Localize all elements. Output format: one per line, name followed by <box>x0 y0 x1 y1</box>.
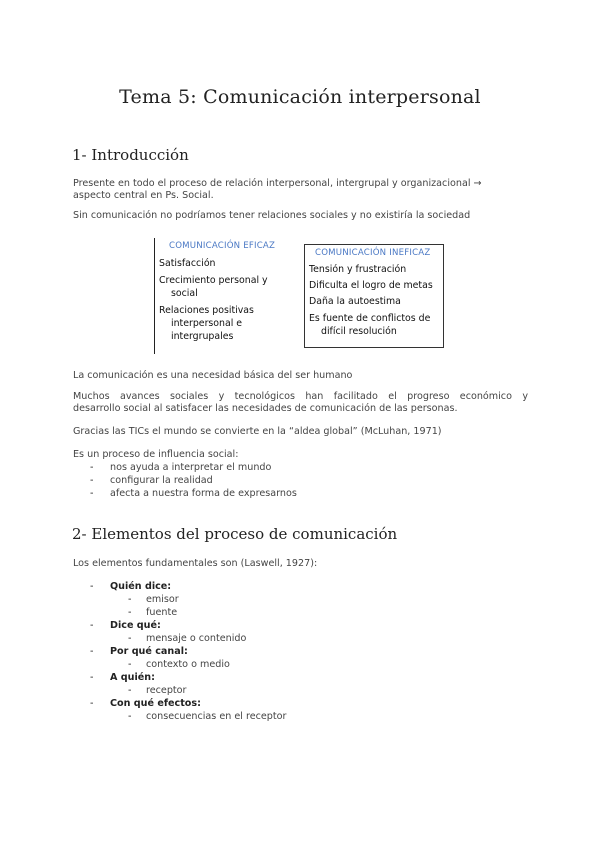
bullet-dash: - <box>90 672 94 683</box>
sub-bullet-dash: - <box>128 711 132 722</box>
ineficaz-item: Dificulta el logro de metas <box>309 280 433 291</box>
bullet-dash: - <box>90 646 94 657</box>
section-heading-introduccion: 1- Introducción <box>72 146 189 164</box>
eficaz-item: interpersonal e <box>171 318 243 329</box>
element-label: A quién: <box>110 672 155 683</box>
element-sub-item: contexto o medio <box>146 659 230 670</box>
paragraph-intro-line1: Presente en todo el proceso de relación interpersonal, intergrupal y organizacional → <box>73 178 482 189</box>
bullet-dash: - <box>90 475 94 486</box>
eficaz-item: Relaciones positivas <box>159 305 254 316</box>
paragraph-avances-line1: Muchos avances sociales y tecnológicos han facilitado el progreso económico y <box>73 391 528 402</box>
bullet-dash: - <box>90 698 94 709</box>
sub-bullet-dash: - <box>128 685 132 696</box>
bullet-dash: - <box>90 620 94 631</box>
list-item: configurar la realidad <box>110 475 213 486</box>
element-label: Dice qué: <box>110 620 161 631</box>
element-sub-item: consecuencias en el receptor <box>146 711 287 722</box>
eficaz-item: social <box>171 288 198 299</box>
ineficaz-item: difícil resolución <box>321 326 397 337</box>
ineficaz-item: Es fuente de conflictos de <box>309 313 431 324</box>
element-label: Quién dice: <box>110 581 172 592</box>
paragraph-influencia: Es un proceso de influencia social: <box>73 449 239 460</box>
sub-bullet-dash: - <box>128 594 132 605</box>
bullet-dash: - <box>90 488 94 499</box>
paragraph-avances-line2: desarrollo social al satisfacer las necesidades de comunicación de las personas. <box>73 403 458 414</box>
bullet-dash: - <box>90 462 94 473</box>
element-sub-item: mensaje o contenido <box>146 633 247 644</box>
eficaz-item: Crecimiento personal y <box>159 275 268 286</box>
element-label: Por qué canal: <box>110 646 188 657</box>
paragraph-intro-line2: aspecto central en Ps. Social. <box>73 190 214 201</box>
eficaz-item: Satisfacción <box>159 258 216 269</box>
sub-bullet-dash: - <box>128 607 132 618</box>
page-title: Tema 5: Comunicación interpersonal <box>119 86 481 108</box>
eficaz-title: COMUNICACIÓN EFICAZ <box>169 241 276 251</box>
element-sub-item: fuente <box>146 607 178 618</box>
paragraph-necesidad: La comunicación es una necesidad básica del ser humano <box>73 370 353 381</box>
section-heading-elementos: 2- Elementos del proceso de comunicación <box>72 525 398 543</box>
comunicacion-eficaz-box <box>154 238 285 354</box>
ineficaz-item: Daña la autoestima <box>309 296 401 307</box>
list-item: afecta a nuestra forma de expresarnos <box>110 488 297 499</box>
element-sub-item: emisor <box>146 594 179 605</box>
ineficaz-item: Tensión y frustración <box>309 264 407 275</box>
element-sub-item: receptor <box>146 685 187 696</box>
bullet-dash: - <box>90 581 94 592</box>
paragraph-aldea-global: Gracias las TICs el mundo se convierte en la “aldea global” (McLuhan, 1971) <box>73 426 442 437</box>
eficaz-item: intergrupales <box>171 331 234 342</box>
ineficaz-title: COMUNICACIÓN INEFICAZ <box>315 248 431 258</box>
paragraph-sin-comunicacion: Sin comunicación no podríamos tener relaciones sociales y no existiría la sociedad <box>73 210 471 221</box>
comunicacion-ineficaz-box <box>304 244 444 348</box>
sub-bullet-dash: - <box>128 659 132 670</box>
sub-bullet-dash: - <box>128 633 132 644</box>
paragraph-elementos-intro: Los elementos fundamentales son (Laswell, 1927): <box>73 558 318 569</box>
element-label: Con qué efectos: <box>110 698 201 709</box>
list-item: nos ayuda a interpretar el mundo <box>110 462 272 473</box>
